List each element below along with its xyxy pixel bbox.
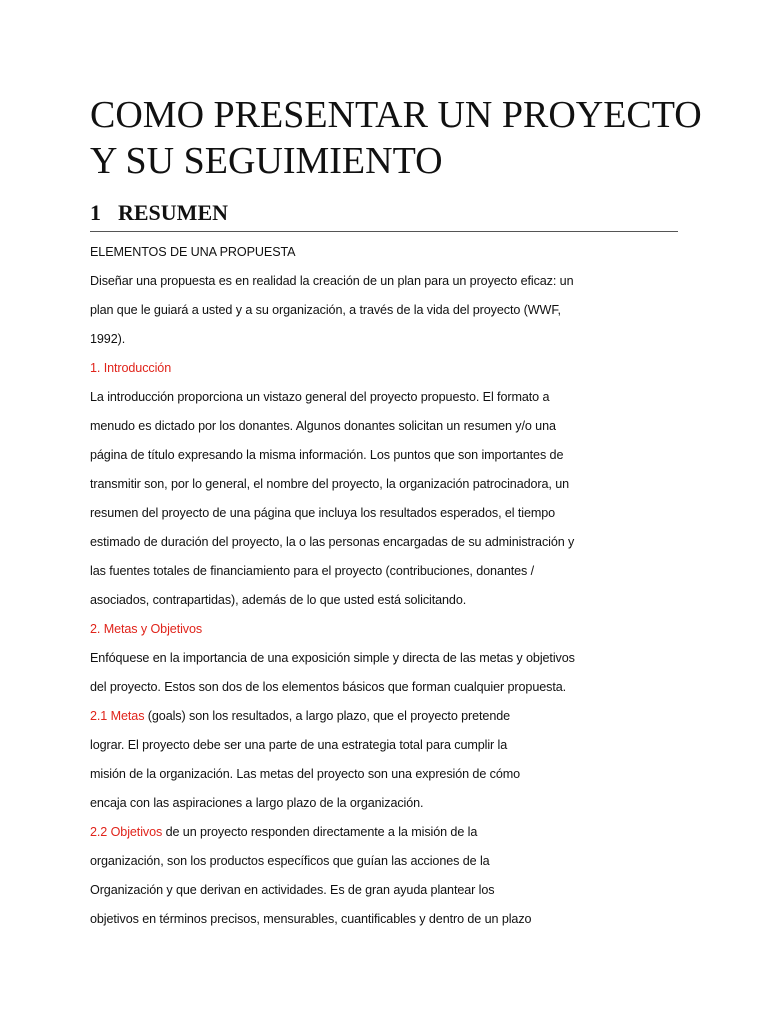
- body-text: asociados, contrapartidas), además de lo que usted está solicitando.: [90, 593, 467, 607]
- body-text: plan que le guiará a usted y a su organización, a través de la vida del proyecto (WWF,: [90, 303, 561, 317]
- title-line: COMO PRESENTAR UN PROYECTO: [90, 94, 702, 136]
- subsection-label: 2. Metas y Objetivos: [90, 622, 203, 636]
- body-text: 1992).: [90, 332, 126, 346]
- text-line: [90, 673, 650, 702]
- text-line: [90, 441, 650, 470]
- section-heading: [90, 200, 678, 232]
- document-body: [90, 238, 650, 934]
- text-line: [90, 586, 650, 615]
- text-line: [90, 412, 650, 441]
- body-text: misión de la organización. Las metas del proyecto son una expresión de cómo: [90, 767, 521, 781]
- text-line: [90, 499, 650, 528]
- body-text: ELEMENTOS DE UNA PROPUESTA: [90, 245, 296, 259]
- text-line: [90, 760, 650, 789]
- text-line: [90, 528, 650, 557]
- body-text: Organización y que derivan en actividades. Es de gran ayuda plantear los: [90, 883, 495, 897]
- body-text: las fuentes totales de financiamiento para el proyecto (contribuciones, donantes /: [90, 564, 535, 578]
- body-text: del proyecto. Estos son dos de los elementos básicos que forman cualquier propuesta.: [90, 680, 567, 694]
- text-line: [90, 267, 650, 296]
- text-line: [90, 296, 650, 325]
- text-line: [90, 354, 650, 383]
- body-text: estimado de duración del proyecto, la o las personas encargadas de su administración y: [90, 535, 575, 549]
- text-line: [90, 789, 650, 818]
- body-text: Enfóquese en la importancia de una exposición simple y directa de las metas y objetivos: [90, 651, 575, 665]
- body-text: lograr. El proyecto debe ser una parte de una estrategia total para cumplir la: [90, 738, 508, 752]
- body-text: (goals) son los resultados, a largo plazo, que el proyecto pretende: [144, 709, 511, 723]
- document-title: [90, 92, 730, 184]
- body-text: objetivos en términos precisos, mensurables, cuantificables y dentro de un plazo: [90, 912, 532, 926]
- text-line: [90, 876, 650, 905]
- subsection-label: 1. Introducción: [90, 361, 172, 375]
- body-text: de un proyecto responden directamente a la misión de la: [162, 825, 478, 839]
- body-text: transmitir son, por lo general, el nombre del proyecto, la organización patrocinadora, un: [90, 477, 570, 491]
- text-line: [90, 702, 650, 731]
- text-line: [90, 615, 650, 644]
- body-text: página de título expresando la misma información. Los puntos que son importantes de: [90, 448, 564, 462]
- subsection-label: 2.1 Metas: [90, 709, 145, 723]
- body-text: Diseñar una propuesta es en realidad la creación de un plan para un proyecto eficaz: un: [90, 274, 574, 288]
- title-line: Y SU SEGUIMIENTO: [90, 140, 443, 182]
- body-text: La introducción proporciona un vistazo general del proyecto propuesto. El formato a: [90, 390, 550, 404]
- section-heading-text: RESUMEN: [118, 200, 229, 225]
- subsection-label: 2.2 Objetivos: [90, 825, 163, 839]
- text-line: [90, 470, 650, 499]
- body-text: resumen del proyecto de una página que incluya los resultados esperados, el tiempo: [90, 506, 556, 520]
- body-text: menudo es dictado por los donantes. Algunos donantes solicitan un resumen y/o una: [90, 419, 556, 433]
- text-line: [90, 383, 650, 412]
- body-text: organización, son los productos específicos que guían las acciones de la: [90, 854, 490, 868]
- text-line: [90, 731, 650, 760]
- text-line: [90, 238, 650, 267]
- text-line: [90, 557, 650, 586]
- text-line: [90, 325, 650, 354]
- text-line: [90, 847, 650, 876]
- text-line: [90, 644, 650, 673]
- text-line: [90, 818, 650, 847]
- section-number: 1: [90, 200, 101, 225]
- text-line: [90, 905, 650, 934]
- body-text: encaja con las aspiraciones a largo plazo de la organización.: [90, 796, 424, 810]
